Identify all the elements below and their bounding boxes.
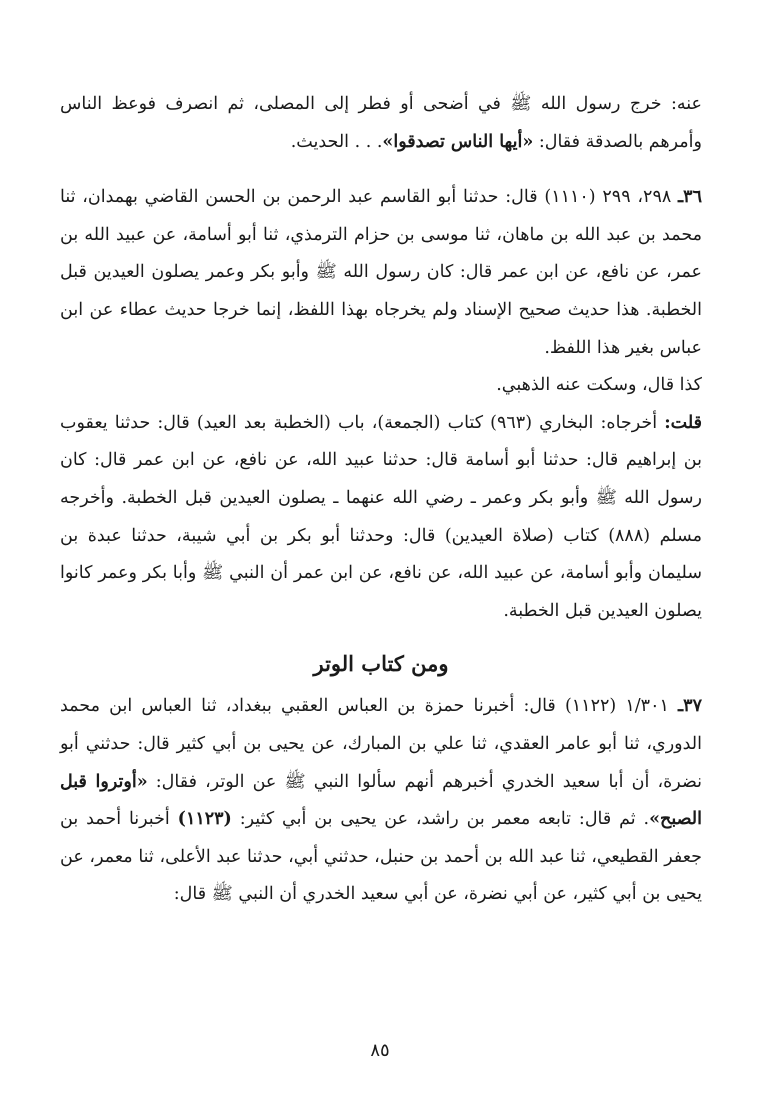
hadith-text-final: أخبرنا أحمد بن جعفر القطيعي، ثنا عبد الله بن أحمد بن حنبل، حدثني أبي، حدثنا عبد الأعلى، ثنا معمر، عن يحيى بن أبي كثير، عن أبي نضرة، عن أبي سعيد الخدري أن النبي ﷺ قال: [60,809,702,905]
qult-commentary [60,405,702,631]
hadith-number: ٣٧ـ [678,696,702,717]
note-text: كذا قال، وسكت عنه الذهبي. [496,375,702,396]
reference-number: (١١٢٣) [177,809,232,830]
continuation-text: عنه: خرج رسول الله ﷺ في أضحى أو فطر إلى المصلى، ثم انصرف فوعظ الناس وأمرهم بالصدقة فقال: [60,94,702,152]
hadith-quote: «أيها الناس تصدقوا» [382,131,534,152]
hadith-37 [60,688,702,914]
hadith-text: ١/٣٠١ (١١٢٢) قال: أخبرنا حمزة بن العباس العقبي ببغداد، ثنا العباس ابن محمد الدوري، ثنا أبو عامر العقدي، ثنا علي بن المبارك، عن يحيى بن أبي كثير قال: حدثني أبو نضرة، أن أبا سعيد الخدري أخبرهم أنهم سألوا النبي ﷺ عن الوتر، فقال: [60,696,702,792]
continuation-ending: . . . الحديث. [290,131,383,152]
qult-text: أخرجاه: البخاري (٩٦٣) كتاب (الجمعة)، باب (الخطبة بعد العيد) قال: حدثنا يعقوب بن إبراهيم قال: حدثنا أبو أسامة قال: حدثنا عبيد الله، عن نافع، عن ابن عمر قال: كان رسول الله ﷺ وأبو بكر وعمر ـ رضي الله عنهما ـ يصلون العيدين قبل الخطبة. وأخرجه مسلم (٨٨٨) كتاب (صلاة العيدين) قال: وحدثنا أبو بكر بن أبي شيبة، حدثنا عبدة بن سليمان وأبو أسامة، عن عبيد الله، عن نافع، عن ابن عمر أن النبي ﷺ وأبا بكر وعمر كانوا يصلون العيدين قبل الخطبة. [60,412,702,621]
paragraph-continuation [60,86,702,161]
hadith-36 [60,179,702,367]
document-page [60,86,702,1066]
section-heading: ومن كتاب الوتر [313,651,449,677]
hadith-number: ٣٦ـ [678,187,702,208]
hadith-quote: «أوتروا قبل الصبح» [60,771,702,830]
hadith-text-continued: . ثم قال: تابعه معمر بن راشد، عن يحيى بن أبي كثير: [231,809,650,830]
dhahabi-note [60,367,702,405]
hadith-text: ٢٩٨، ٢٩٩ (١١١٠) قال: حدثنا أبو القاسم عبد الرحمن بن الحسن القاضي بهمدان، ثنا محمد بن عبد الله بن ماهان، ثنا موسى بن حزام الترمذي، ثنا أبو أسامة، عن عبيد الله بن عمر، عن نافع، عن ابن عمر قال: كان رسول الله ﷺ وأبو بكر وعمر يصلون العيدين قبل الخطبة. هذا حديث صحيح الإسناد ولم يخرجاه بهذا اللفظ، إنما خرجا حديث عطاء عن ابن عباس بغير هذا اللفظ. [60,187,702,358]
page-number: ٨٥ [370,1040,390,1061]
qult-label: قلت: [664,412,702,433]
